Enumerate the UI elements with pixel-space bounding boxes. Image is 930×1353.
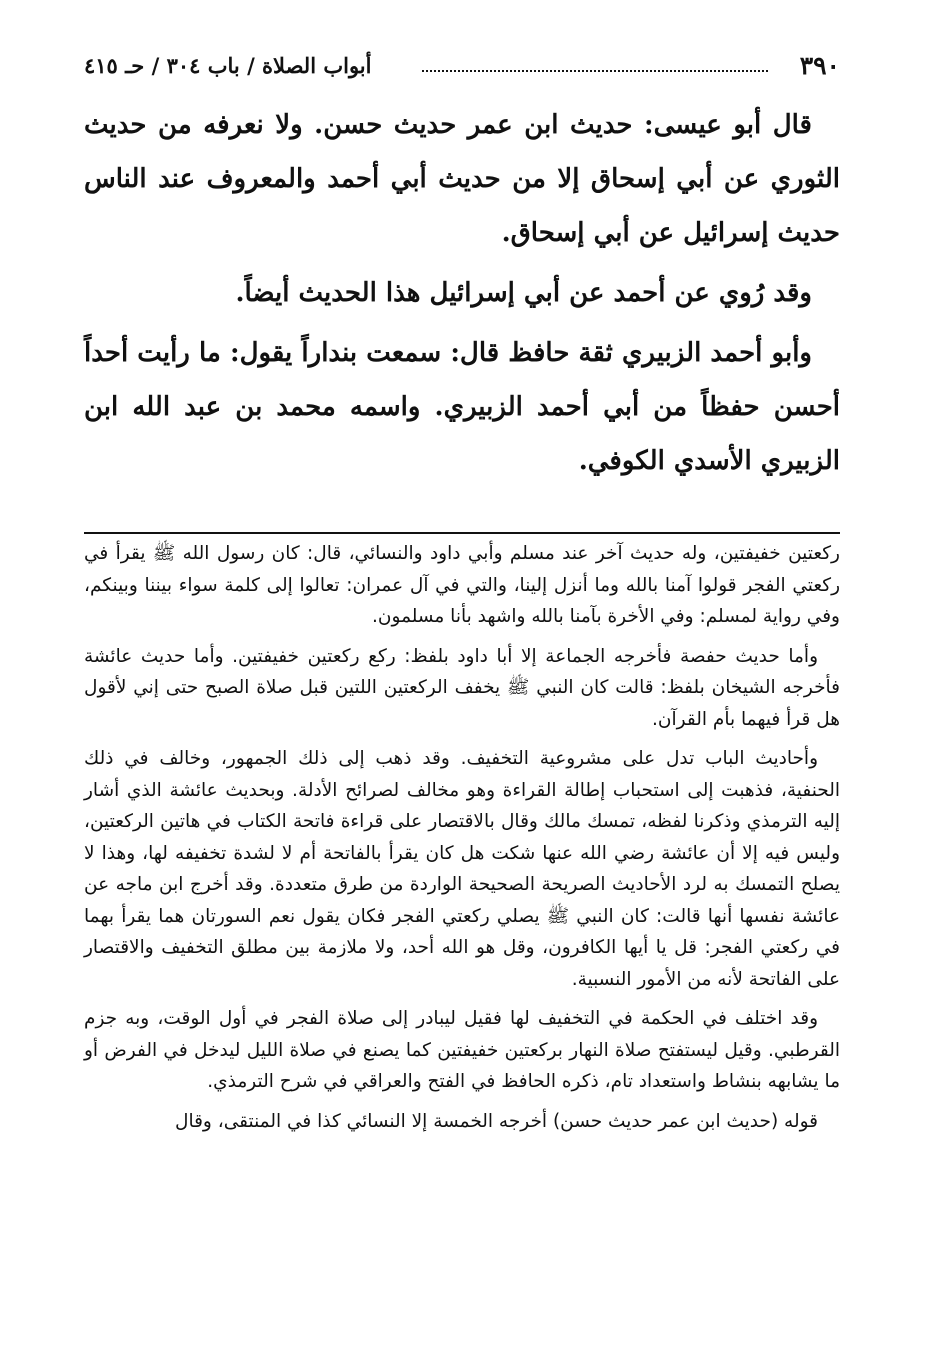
- footnote-paragraph: وأما حديث حفصة فأخرجه الجماعة إلا أبا داود بلفظ: ركع ركعتين خفيفتين. وأما حديث عائشة فأخرجه الشيخان بلفظ: قالت كان النبي ﷺ يخفف الركعتين اللتين قبل صلاة الصبح حتى إني لأقول هل قرأ فيهما بأم القرآن.: [84, 645, 840, 730]
- footnote-paragraph: وقد اختلف في الحكمة في التخفيف لها فقيل ليبادر إلى صلاة الفجر في أول الوقت، وبه جزم القرطبي. وقيل ليستفتح صلاة النهار بركعتين خفيفتين كما يصنع في صلاة الليل ليدخل في الفرض أو ما يشابهه بنشاط واستعداد تام، ذكره الحافظ في الفتح والعراقي في شرح الترمذي.: [84, 1008, 840, 1092]
- footnote-paragraph: وأحاديث الباب تدل على مشروعية التخفيف. وقد ذهب إلى ذلك الجمهور، وخالف في ذلك الحنفية، فذهبت إلى استحباب إطالة القراءة وهو مخالف لصرائح الأدلة. وبحديث عائشة الذي أشار إليه الترمذي وذكرنا لفظه، تمسك مالك وقال بالاقتصار على قراءة فاتحة الكتاب في هاتين الركعتين، وليس فيه إلا أن عائشة رضي الله عنها شكت هل كان يقرأ بالفاتحة أم لا لشدة تخفيفه لها، وهذا لا يصلح التمسك به لرد الأحاديث الصريحة الصحيحة الواردة من طرق متعددة. وقد أخرج ابن ماجه عن عائشة نفسها أنها قالت: كان النبي ﷺ يصلي ركعتي الفجر فكان يقول نعم السورتان هما يقرأ بهما في ركعتي الفجر: قل يا أيها الكافرون، وقل هو الله أحد، ولا ملازمة بين مطلق التخفيف والاقتصار على الفاتحة لأنه من الأمور النسبية.: [84, 748, 840, 990]
- footnotes: [84, 538, 840, 1137]
- main-paragraph: وأبو أحمد الزبيري ثقة حافظ قال: سمعت بنداراً يقول: ما رأيت أحداً أحسن حفظاً من أبي أحمد الزبيري. واسمه محمد بن عبد الله ابن الزبيري الأسدي الكوفي.: [84, 338, 841, 476]
- dotted-leader: [422, 70, 768, 72]
- running-header: [84, 46, 840, 86]
- main-paragraph: قال أبو عيسى: حديث ابن عمر حديث حسن. ولا نعرفه من حديث الثوري عن أبي إسحاق إلا من حديث أبي أحمد والمعروف عند الناس حديث إسرائيل عن أبي إسحاق.: [84, 110, 840, 248]
- page-number: ٣٩٠: [799, 51, 840, 80]
- footnote-separator: [84, 532, 840, 534]
- main-paragraph: وقد رُوي عن أحمد عن أبي إسرائيل هذا الحديث أيضاً.: [235, 278, 812, 308]
- book-page: [84, 46, 840, 1326]
- footnote-paragraph: ركعتين خفيفتين، وله حديث آخر عند مسلم وأبي داود والنسائي، قال: كان رسول الله ﷺ يقرأ في ركعتي الفجر قولوا آمنا بالله وما أنزل إلينا، والتي في آل عمران: تعالوا إلى كلمة سواء بيننا وبينكم، وفي رواية لمسلم: وفي الأخرة بآمنا بالله واشهد بأنا مسلمون.: [84, 543, 840, 627]
- main-text: [84, 98, 840, 488]
- footnote-paragraph: قوله (حديث ابن عمر حديث حسن) أخرجه الخمسة إلا النسائي كذا في المنتقى، وقال: [175, 1110, 818, 1132]
- chapter-title: أبواب الصلاة / باب ٣٠٤ / حـ ٤١٥: [84, 53, 372, 78]
